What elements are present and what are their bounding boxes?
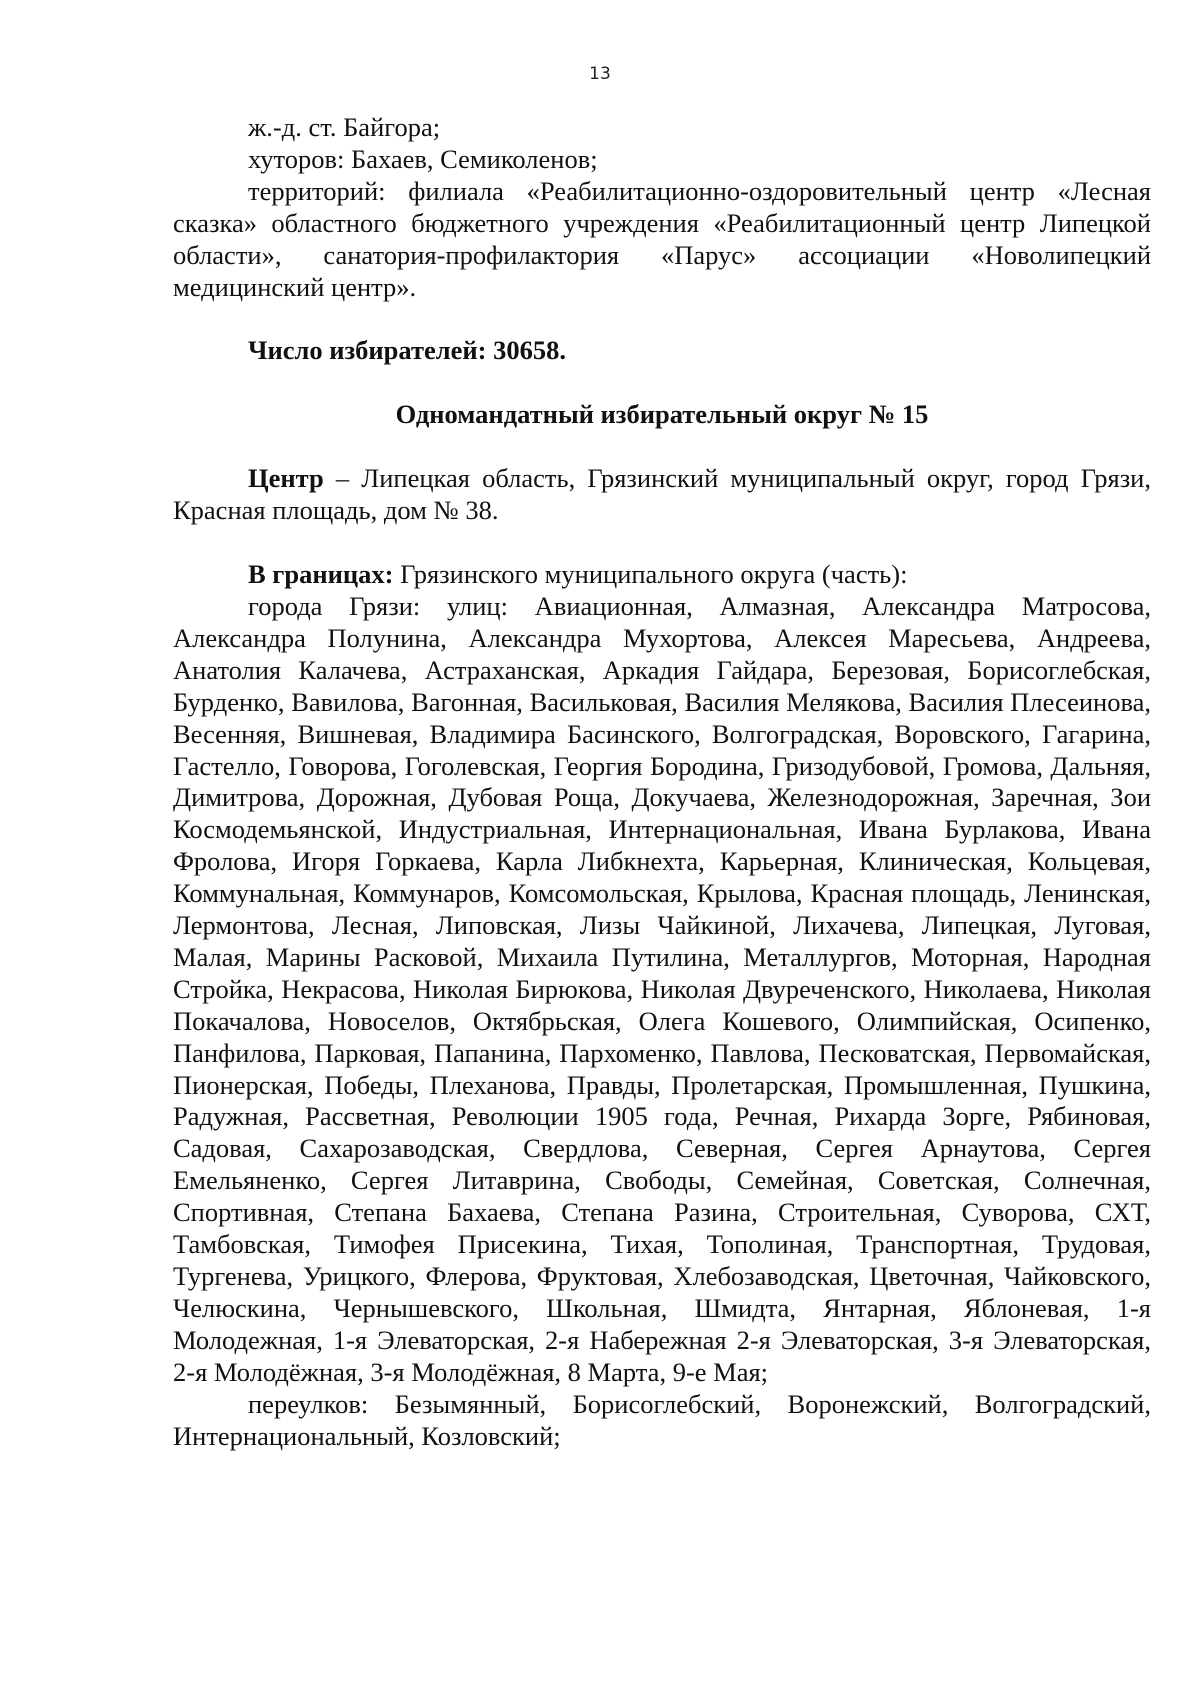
document-body: [173, 112, 1151, 1452]
spacer: [173, 527, 1151, 559]
borders-text: Грязинского муниципального округа (часть):: [393, 559, 908, 590]
spacer: [173, 367, 1151, 399]
borders-label: В границах:: [248, 559, 394, 590]
district-title: Одномандатный избирательный округ № 15: [395, 399, 929, 430]
voters-count: Число избирателей: 30658.: [248, 335, 566, 366]
railway-station-line: ж.-д. ст. Байгора;: [248, 112, 441, 142]
spacer: [173, 431, 1151, 463]
spacer: [173, 303, 1151, 335]
territories-paragraph: территорий: филиала «Реабилитационно-оздоровительный центр «Лесная сказка» областного бюджетного учреждения «Реабилитационный центр Липецкой области», санатория-профилактория «Парус» ассоциации «Новолипецкий медицинский центр».: [173, 175, 1151, 302]
streets-paragraph: города Грязи: улиц: Авиационная, Алмазная, Александра Матросова, Александра Полунина, Александра Мухортова, Алексея Маресьева, Андреева, Анатолия Калачева, Астраханская, Аркадия Гайдара, Березовая, Борисоглебская, Бурденко, Вавилова, Вагонная, Васильковая, Василия Мелякова, Василия Плесеинова, Весенняя, Вишневая, Владимира Басинского, Волгоградская, Воровского, Гагарина, Гастелло, Говорова, Гоголевская, Георгия Бородина, Гризодубовой, Громова, Дальняя, Димитрова, Дорожная, Дубовая Роща, Докучаева, Железнодорожная, Заречная, Зои Космодемьянской, Индустриальная, Интернациональная, Ивана Бурлакова, Ивана Фролова, Игоря Горкаева, Карла Либкнехта, Карьерная, Клиническая, Кольцевая, Коммунальная, Коммунаров, Комсомольская, Крылова, Красная площадь, Ленинская, Лермонтова, Лесная, Липовская, Лизы Чайкиной, Лихачева, Липецкая, Луговая, Малая, Марины Расковой, Михаила Путилина, Металлургов, Моторная, Народная Стройка, Некрасова, Николая Бирюкова, Николая Двуреченского, Николаева, Николая Покачалова, Новоселов, Октябрьская, Олега Кошевого, Олимпийская, Осипенко, Панфилова, Парковая, Папанина, Пархоменко, Павлова, Песковатская, Первомайская, Пионерская, Победы, Плеханова, Правды, Пролетарская, Промышленная, Пушкина, Радужная, Рассветная, Революции 1905 года, Речная, Рихарда Зорге, Рябиновая, Садовая, Сахарозаводская, Свердлова, Северная, Сергея Арнаутова, Сергея Емельяненко, Сергея Литаврина, Свободы, Семейная, Советская, Солнечная, Спортивная, Степана Бахаева, Степана Разина, Строительная, Суворова, СХТ, Тамбовская, Тимофея Присекина, Тихая, Тополиная, Транспортная, Трудовая, Тургенева, Урицкого, Флерова, Фруктовая, Хлебозаводская, Цветочная, Чайковского, Челюскина, Чернышевского, Школьная, Шмидта, Янтарная, Яблоневая, 1-я Молодежная, 1-я Элеваторская, 2-я Набережная 2-я Элеваторская, 3-я Элеваторская, 2-я Молодёжная, 3-я Молодёжная, 8 Марта, 9-е Мая;: [173, 590, 1151, 1387]
center-text: – Липецкая область, Грязинский муниципальный округ, город Грязи, Красная площадь, дом № 38.: [173, 463, 1151, 526]
borders-paragraph: [173, 559, 1151, 591]
lanes-paragraph: переулков: Безымянный, Борисоглебский, Воронежский, Волгоградский, Интернациональный, Козловский;: [173, 1388, 1151, 1451]
farmsteads-line: хуторов: Бахаев, Семиколенов;: [248, 143, 598, 174]
district-center-paragraph: [173, 463, 1151, 527]
center-label: Центр: [248, 463, 324, 494]
page-number: 13: [589, 64, 611, 84]
